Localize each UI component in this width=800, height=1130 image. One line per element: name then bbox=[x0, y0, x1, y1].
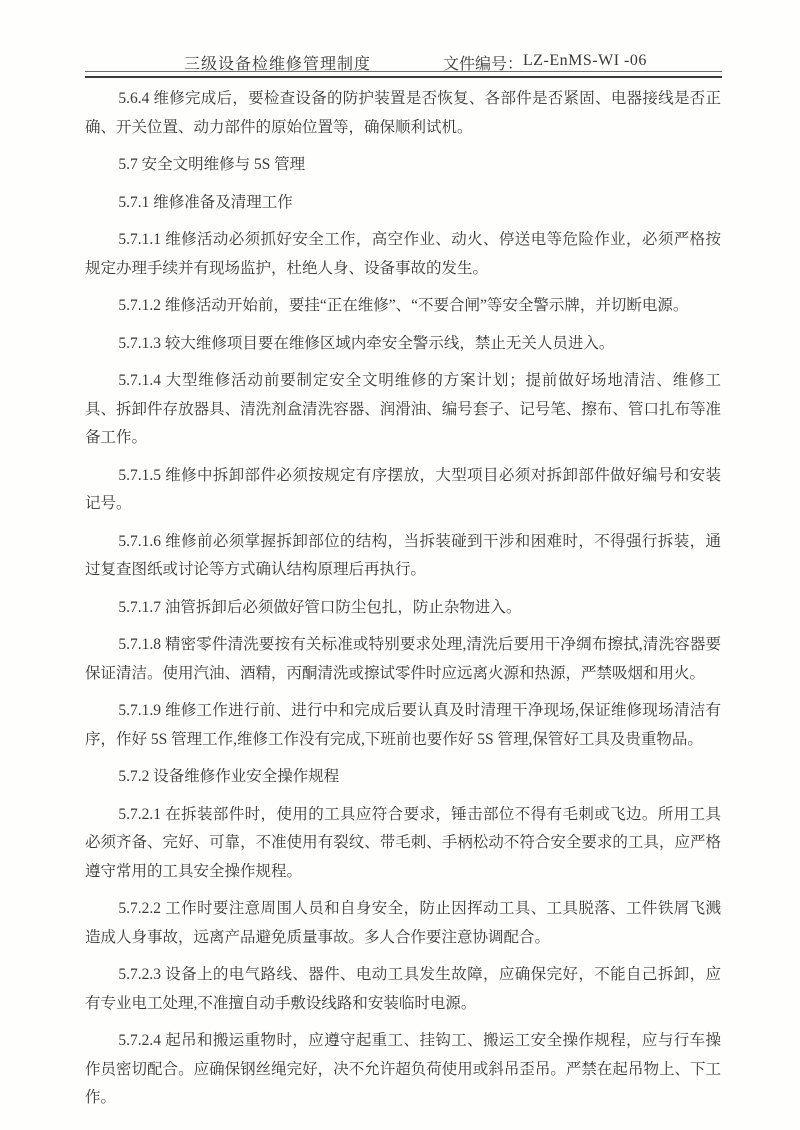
document-body bbox=[85, 85, 721, 1122]
document-title: 三级设备检维修管理制度 bbox=[184, 56, 372, 73]
para-5-7-1: 5.7.1 维修准备及清理工作 bbox=[118, 193, 293, 211]
para-5-7-1-8: 5.7.1.8 精密零件清洗要按有关标准或特别要求处理,清洗后要用干净绸布擦拭,清洗容器要保证清洁。使用汽油、酒精，丙酮清洗或擦试零件时应远离火源和热源，严禁吸烟和用火。 bbox=[85, 636, 721, 682]
para-5-7-1-2: 5.7.1.2 维修活动开始前，要挂“正在维修”、“不要合闸”等安全警示牌，并切断电源。 bbox=[118, 297, 689, 314]
para-5-6-4: 5.6.4 维修完成后，要检查设备的防护装置是否恢复、各部件是否紧固、电器接线是否正确、开关位置、动力部件的原始位置等，确保顺利试机。 bbox=[85, 90, 721, 136]
para-5-7-1-5: 5.7.1.5 维修中拆卸部件必须按规定有序摆放，大型项目必须对拆卸部件做好编号和安装记号。 bbox=[85, 466, 721, 512]
doc-number-value: LZ-EnMS-WI -06 bbox=[523, 52, 647, 69]
para-5-7-1-4: 5.7.1.4 大型维修活动前要制定安全文明维修的方案计划；提前做好场地清洁、维修工具、拆卸件存放器具、清洗剂盒清洗容器、润滑油、编号套子、记号笔、擦布、管口扎布等准备工作。 bbox=[85, 372, 721, 446]
doc-number-label: 文件编号： bbox=[443, 56, 524, 73]
para-5-7-2-3: 5.7.2.3 设备上的电气路线、器件、电动工具发生故障，应确保完好，不能自己拆卸，应有专业电工处理,不准擅自动手敷设线路和安装临时电源。 bbox=[85, 966, 721, 1012]
para-5-7-2-4: 5.7.2.4 起吊和搬运重物时，应遵守起重工、挂钩工、搬运工安全操作规程，应与行车操作员密切配合。应确保钢丝绳完好，决不允许超负荷使用或斜吊歪吊。严禁在起吊物上、下工作。 bbox=[85, 1032, 721, 1106]
para-5-7-1-1: 5.7.1.1 维修活动必须抓好安全工作，高空作业、动火、停送电等危险作业，必须严格按规定办理手续并有现场监护，杜绝人身、设备事故的发生。 bbox=[85, 231, 721, 277]
para-5-7-2: 5.7.2 设备维修作业安全操作规程 bbox=[118, 768, 340, 785]
para-5-7-1-7: 5.7.1.7 油管拆卸后必须做好管口防尘包扎，防止杂物进入。 bbox=[118, 598, 522, 616]
para-5-7-1-6: 5.7.1.6 维修前必须掌握拆卸部位的结构，当拆装碰到干涉和困难时，不得强行拆装，通过复查图纸或讨论等方式确认结构原理后再执行。 bbox=[85, 532, 721, 578]
para-5-7-2-1: 5.7.2.1 在拆装部件时，使用的工具应符合要求，锤击部位不得有毛刺或飞边。所用工具必须齐备、完好、可靠，不准使用有裂纹、带毛刺、手柄松动不符合安全要求的工具，应严格遵守常用的工具安全操作规程。 bbox=[85, 805, 721, 880]
para-5-7-1-9: 5.7.1.9 维修工作进行前、进行中和完成后要认真及时清理干净现场,保证维修现场清洁有序，作好 5S 管理工作,维修工作没有完成,下班前也要作好 5S 管理,保管好工具及贵重物品。 bbox=[85, 702, 721, 748]
document-header bbox=[85, 51, 721, 73]
para-5-7-1-3: 5.7.1.3 较大维修项目要在维修区域内牵安全警示线，禁止无关人员进入。 bbox=[118, 334, 615, 352]
para-5-7: 5.7 安全文明维修与 5S 管理 bbox=[118, 156, 306, 173]
para-5-7-2-2: 5.7.2.2 工作时要注意周围人员和自身安全，防止因挥动工具、工具脱落、工件铁屑飞溅造成人身事故，远离产品避免质量事故。多人合作要注意协调配合。 bbox=[85, 900, 721, 946]
header-divider-rule bbox=[85, 71, 722, 78]
